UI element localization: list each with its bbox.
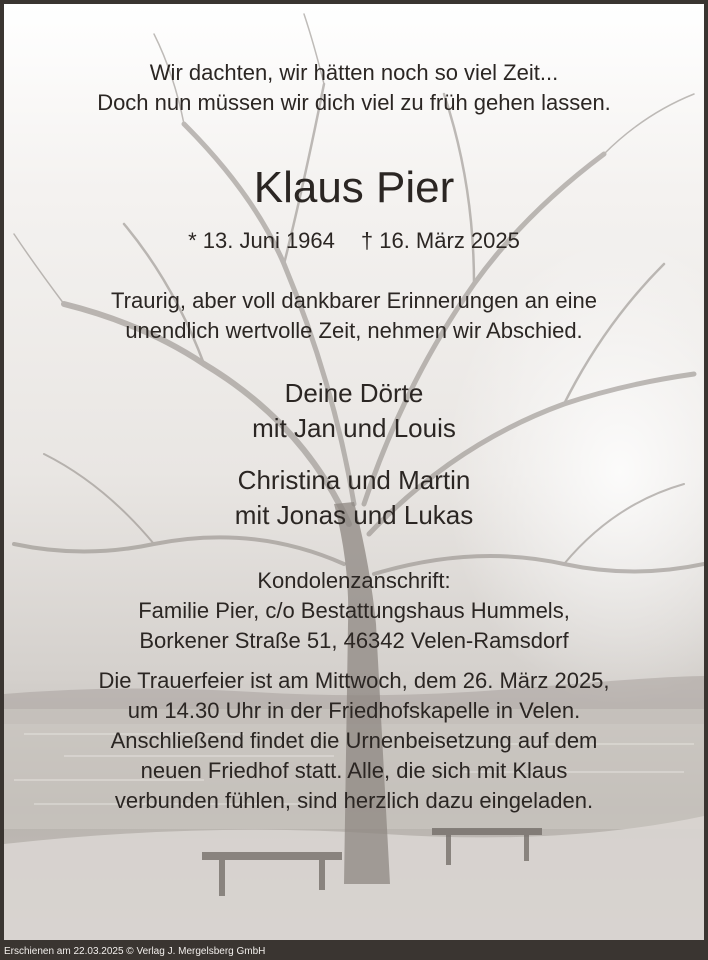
family-group-2 <box>4 463 704 533</box>
death-date: † 16. März 2025 <box>360 228 520 253</box>
funeral-line: Anschließend findet die Urnenbeisetzung auf dem <box>110 728 598 753</box>
deceased-name: Klaus Pier <box>253 163 455 212</box>
mourning-line: Traurig, aber voll dankbarer Erinnerungen an eine <box>111 288 597 313</box>
birth-date: * 13. Juni 1964 <box>188 228 335 253</box>
family-group-1 <box>4 376 704 446</box>
mourning-statement <box>4 286 704 346</box>
condolence-line: Borkener Straße 51, 46342 Velen-Ramsdorf <box>139 628 569 653</box>
intro-line: Wir dachten, wir hätten noch so viel Zeit... <box>149 60 559 85</box>
family-line: Christina und Martin <box>237 465 471 495</box>
family-line: mit Jonas und Lukas <box>234 500 474 530</box>
funeral-information <box>4 666 704 816</box>
funeral-line: Die Trauerfeier ist am Mittwoch, dem 26. März 2025, <box>98 668 610 693</box>
life-dates <box>4 226 704 256</box>
mourning-line: unendlich wertvolle Zeit, nehmen wir Abschied. <box>125 318 583 343</box>
funeral-line: verbunden fühlen, sind herzlich dazu eingeladen. <box>114 788 594 813</box>
intro-verse <box>4 58 704 118</box>
funeral-line: neuen Friedhof statt. Alle, die sich mit Klaus <box>140 758 568 783</box>
publication-footer: Erschienen am 22.03.2025 © Verlag J. Mergelsberg GmbH <box>0 944 708 960</box>
intro-line: Doch nun müssen wir dich viel zu früh gehen lassen. <box>97 90 611 115</box>
condolence-line: Kondolenzanschrift: <box>257 568 451 593</box>
condolence-address <box>4 566 704 656</box>
family-line: mit Jan und Louis <box>252 413 456 443</box>
condolence-line: Familie Pier, c/o Bestattungshaus Hummels, <box>138 598 570 623</box>
funeral-line: um 14.30 Uhr in der Friedhofskapelle in Velen. <box>127 698 581 723</box>
obituary-card <box>4 4 704 940</box>
family-line: Deine Dörte <box>284 378 424 408</box>
